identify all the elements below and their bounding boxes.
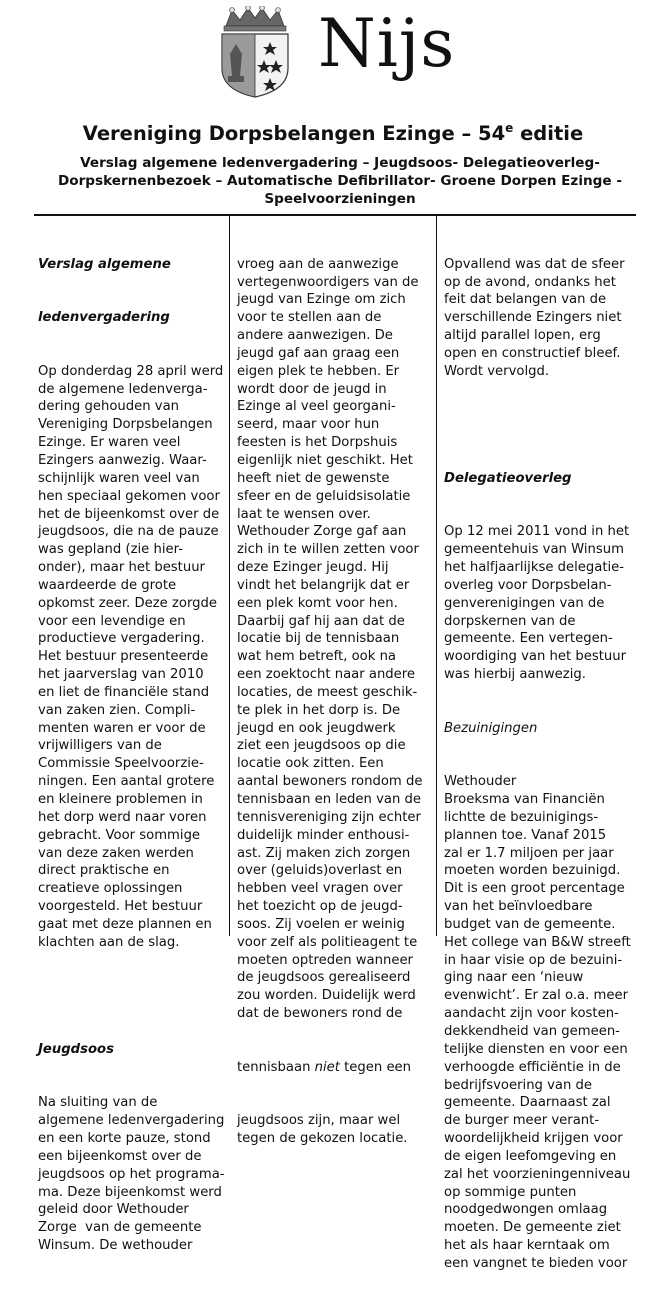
subtitle-line: Speelvoorzieningen bbox=[264, 191, 416, 207]
title-main: Vereniging Dorpsbelangen Ezinge – 54 bbox=[82, 122, 506, 145]
text-line: geleid door Wethouder bbox=[38, 1202, 189, 1218]
text-line: het toezicht op de jeugd- bbox=[237, 899, 403, 915]
text-line: een vangnet te bieden voor bbox=[444, 1255, 628, 1271]
text-line: gemeente. Een vertegen- bbox=[444, 631, 613, 647]
text-line: eigen plek te hebben. Er bbox=[237, 363, 400, 379]
text-line: het halfjaarlijkse delegatie- bbox=[444, 560, 625, 576]
text-line: voor zelf als politieagent te bbox=[237, 934, 418, 950]
text-line: vroeg aan de aanwezige bbox=[237, 256, 399, 272]
text-line: open en constructief bleef. bbox=[444, 345, 621, 361]
text-line: moeten optreden wanneer bbox=[237, 952, 413, 968]
text-line: een bijeenkomst over de bbox=[38, 1148, 202, 1164]
text-line: was hierbij aanwezig. bbox=[444, 667, 586, 683]
text-line: zal het voorzieningenniveau bbox=[444, 1166, 631, 1182]
text-line: locaties, de meest geschik- bbox=[237, 684, 418, 700]
article-column-3 bbox=[444, 220, 644, 1291]
text-line: Opvallend was dat de sfeer bbox=[444, 256, 625, 272]
text-line: een plek komt voor hen. bbox=[237, 595, 398, 611]
text-line: lichtte de bezuinigings- bbox=[444, 809, 599, 825]
text-line: jeugdsoos, die na de pauze bbox=[38, 524, 219, 540]
text-line: vrijwilligers van de bbox=[38, 738, 162, 754]
text-line: in haar visie op de bezuini- bbox=[444, 952, 623, 968]
subtitle-line: Verslag algemene ledenvergadering – Jeugdsoos- Delegatieoverleg- bbox=[80, 155, 600, 171]
page-subtitle bbox=[40, 154, 640, 208]
text-line: dekkendheid van gemeen- bbox=[444, 1023, 620, 1039]
text-line: dat de bewoners rond de bbox=[237, 1006, 403, 1022]
text-line: zou worden. Duidelijk werd bbox=[237, 988, 416, 1004]
text-line: soos. Zij voelen er weinig bbox=[237, 916, 405, 932]
text-line: Ezingers aanwezig. Waar- bbox=[38, 452, 207, 468]
text-line: wordt door de jeugd in bbox=[237, 381, 387, 397]
article-paragraph bbox=[237, 1112, 423, 1148]
column-divider bbox=[229, 214, 230, 936]
text-line: ningen. Een aantal grotere bbox=[38, 774, 215, 790]
text-line: moeten. De gemeente ziet bbox=[444, 1220, 621, 1236]
article-column-1 bbox=[38, 220, 225, 1273]
text-line: ging naar een ‘nieuw bbox=[444, 970, 584, 986]
text-line: het jaarverslag van 2010 bbox=[38, 667, 204, 683]
text-line: evenwicht’. Er zal o.a. meer bbox=[444, 988, 628, 1004]
text-line: ma. Deze bijeenkomst werd bbox=[38, 1184, 222, 1200]
text-line: laat te wensen over. bbox=[237, 506, 371, 522]
text-line: Daarbij gaf hij aan dat de bbox=[237, 613, 405, 629]
text-line: tennisvereniging zijn echter bbox=[237, 809, 421, 825]
text-line: altijd parallel lopen, erg bbox=[444, 328, 601, 344]
text-line: dorpskernen van de bbox=[444, 613, 576, 629]
text-line: en kleinere problemen in bbox=[38, 792, 203, 807]
text-line: jeugdsoos op het programa- bbox=[38, 1166, 225, 1182]
article-paragraph bbox=[38, 363, 224, 952]
text-line: de burger meer verant- bbox=[444, 1113, 600, 1129]
text-line: Ezinge. Er waren veel bbox=[38, 435, 181, 451]
section-heading: Delegatieoverleg bbox=[444, 470, 572, 486]
text-line: direct praktische en bbox=[38, 863, 170, 879]
text-line: genverenigingen van de bbox=[444, 595, 605, 611]
text-line: Broeksma van Financiën bbox=[444, 792, 605, 807]
text-line: de jeugdsoos gerealiseerd bbox=[237, 970, 411, 986]
text-line: waardeerde de grote bbox=[38, 577, 177, 593]
text-line: Dit is een groot percentage bbox=[444, 881, 625, 897]
text-line: noodgedwongen omlaag bbox=[444, 1202, 608, 1218]
text-line: en een korte pauze, stond bbox=[38, 1131, 211, 1147]
text-line: Het college van B&W streeft bbox=[444, 934, 631, 950]
text-line: Wethouder Zorge gaf aan bbox=[237, 524, 407, 540]
text-line: overleg voor Dorpsbelan- bbox=[444, 577, 612, 593]
text-line: de algemene ledenverga- bbox=[38, 381, 208, 397]
text-line: het de bijeenkomst over de bbox=[38, 506, 220, 522]
top-rule bbox=[34, 214, 636, 216]
text-line: was gepland (zie hier- bbox=[38, 542, 183, 558]
text-line: Zorge van de gemeente bbox=[38, 1220, 202, 1236]
text-line: heeft niet de gewenste bbox=[237, 470, 390, 486]
text-line: tennisbaan en leden van de bbox=[237, 792, 422, 807]
text-line: schijnlijk waren veel van bbox=[38, 470, 200, 486]
text-line: deze Ezinger jeugd. Hij bbox=[237, 560, 389, 576]
text-line: dering gehouden van bbox=[38, 399, 180, 415]
page-title bbox=[0, 116, 666, 146]
text-line: Na sluiting van de bbox=[38, 1095, 158, 1111]
text-line: hebben veel vragen over bbox=[237, 881, 403, 897]
text-line: Wordt vervolgd. bbox=[444, 363, 550, 379]
text-line: Winsum. De wethouder bbox=[38, 1238, 193, 1254]
text-line: van deze zaken werden bbox=[38, 845, 194, 861]
text-line: eigenlijk niet geschikt. Het bbox=[237, 452, 413, 468]
text-line: creatieve oplossingen bbox=[38, 881, 183, 897]
text-line: andere aanwezigen. De bbox=[237, 328, 393, 344]
text-line: verschillende Ezingers niet bbox=[444, 310, 622, 326]
text-line: wat hem betreft, ook na bbox=[237, 649, 397, 665]
text-line: Commissie Speelvoorzie- bbox=[38, 756, 204, 772]
emphasis-text: niet bbox=[314, 1059, 340, 1075]
article-paragraph bbox=[444, 523, 644, 684]
text-line: aandacht zijn voor kosten- bbox=[444, 1006, 619, 1022]
text-line: Ezinge al veel georgani- bbox=[237, 399, 396, 415]
text-line: gemeente. Daarnaast zal bbox=[444, 1095, 611, 1111]
text-line: jeugd en ook jeugdwerk bbox=[237, 720, 396, 736]
text-fragment: tennisbaan bbox=[237, 1059, 315, 1075]
text-line: telijke diensten en voor een bbox=[444, 1041, 628, 1057]
text-line: moeten worden bezuinigd. bbox=[444, 863, 621, 879]
text-line: locatie ook zitten. Een bbox=[237, 756, 384, 772]
text-line: budget van de gemeente. bbox=[444, 916, 616, 932]
crest-logo bbox=[212, 6, 298, 98]
text-line: Op 12 mei 2011 vond in het bbox=[444, 524, 630, 540]
text-line: feit dat belangen van de bbox=[444, 292, 607, 308]
text-line: productieve vergadering. bbox=[38, 631, 205, 647]
text-line bbox=[237, 1059, 423, 1077]
text-line: ast. Zij maken zich zorgen bbox=[237, 845, 411, 861]
section-heading: ledenvergadering bbox=[38, 310, 170, 326]
text-line: het als haar kerntaak om bbox=[444, 1238, 610, 1254]
text-line: gemeentehuis van Winsum bbox=[444, 542, 624, 558]
text-line: Vereniging Dorpsbelangen bbox=[38, 417, 213, 433]
text-line: tegen de gekozen locatie. bbox=[237, 1131, 408, 1147]
text-line: vertegenwoordigers van de bbox=[237, 274, 419, 290]
text-line: klachten aan de slag. bbox=[38, 934, 180, 950]
text-line: opkomst zeer. Deze zorgde bbox=[38, 595, 218, 611]
text-line: zal er 1.7 miljoen per jaar bbox=[444, 845, 614, 861]
section-heading: Jeugdsoos bbox=[38, 1041, 114, 1057]
text-line bbox=[444, 720, 644, 738]
text-line: feesten is het Dorpshuis bbox=[237, 435, 398, 451]
text-line: voor een levendige en bbox=[38, 613, 186, 629]
text-line: algemene ledenvergadering bbox=[38, 1113, 225, 1129]
article-paragraph bbox=[444, 256, 644, 381]
text-line: voorgesteld. Het bestuur bbox=[38, 899, 203, 915]
text-line: op sommige punten bbox=[444, 1184, 577, 1200]
text-line: een zoektocht naar andere bbox=[237, 667, 416, 683]
text-line: van zaken zien. Compli- bbox=[38, 702, 196, 718]
article-column-2 bbox=[237, 220, 423, 1166]
text-line: locatie bij de tennisbaan bbox=[237, 631, 400, 647]
text-line: het dorp werd naar voren bbox=[38, 809, 207, 825]
subtitle-line: Dorpskernenbezoek – Automatische Defibrillator- Groene Dorpen Ezinge - bbox=[57, 173, 623, 189]
column-divider bbox=[436, 214, 437, 936]
text-line: gebracht. Voor sommige bbox=[38, 827, 201, 843]
section-heading: Verslag algemene bbox=[38, 256, 171, 272]
text-line: jeugd van Ezinge om zich bbox=[237, 292, 406, 308]
text-line: woordelijkheid krijgen voor bbox=[444, 1131, 623, 1147]
text-line: Het bestuur presenteerde bbox=[38, 649, 209, 665]
emphasis-text: Bezuinigingen bbox=[444, 720, 538, 736]
text-line: over (geluids)overlast en bbox=[237, 863, 403, 879]
text-line: vindt het belangrijk dat er bbox=[237, 577, 410, 593]
text-line: Op donderdag 28 april werd bbox=[38, 363, 224, 379]
text-line: verhoogde efficiëntie in de bbox=[444, 1059, 621, 1075]
text-line: plannen toe. Vanaf 2015 bbox=[444, 827, 607, 843]
text-line: seerd, maar voor hun bbox=[237, 417, 380, 433]
text-line: menten waren er voor de bbox=[38, 720, 206, 736]
masthead-title: Nijs bbox=[318, 5, 456, 82]
text-fragment: tegen een bbox=[339, 1059, 412, 1075]
text-line: van het beïnvloedbare bbox=[444, 899, 593, 915]
text-line: onder), maar het bestuur bbox=[38, 560, 205, 576]
text-line: hen speciaal gekomen voor bbox=[38, 488, 220, 504]
text-line: aantal bewoners rondom de bbox=[237, 774, 423, 790]
text-line: sfeer en de geluidsisolatie bbox=[237, 488, 411, 504]
text-line: voor te stellen aan de bbox=[237, 310, 382, 326]
text-line: gaat met deze plannen en bbox=[38, 916, 212, 932]
title-end: editie bbox=[513, 122, 584, 145]
text-line: duidelijk minder enthousi- bbox=[237, 827, 410, 843]
text-line: jeugdsoos zijn, maar wel bbox=[237, 1113, 401, 1129]
article-paragraph bbox=[38, 1094, 225, 1255]
text-line: te plek in het dorp is. De bbox=[237, 702, 401, 718]
text-line: de eigen leefomgeving en bbox=[444, 1148, 617, 1164]
text-line: jeugd gaf aan graag een bbox=[237, 345, 400, 361]
text-line: zich in te willen zetten voor bbox=[237, 542, 419, 558]
text-line: op de avond, ondanks het bbox=[444, 274, 616, 290]
text-line: woordiging van het bestuur bbox=[444, 649, 627, 665]
text-line: bedrijfsvoering van de bbox=[444, 1077, 593, 1093]
article-paragraph bbox=[444, 773, 644, 1273]
text-line: en liet de financiële stand bbox=[38, 684, 210, 700]
article-paragraph bbox=[237, 256, 423, 1023]
text-line: Wethouder bbox=[444, 774, 517, 790]
text-line: ziet een jeugdsoos op die bbox=[237, 738, 406, 754]
title-superscript: e bbox=[505, 121, 514, 135]
